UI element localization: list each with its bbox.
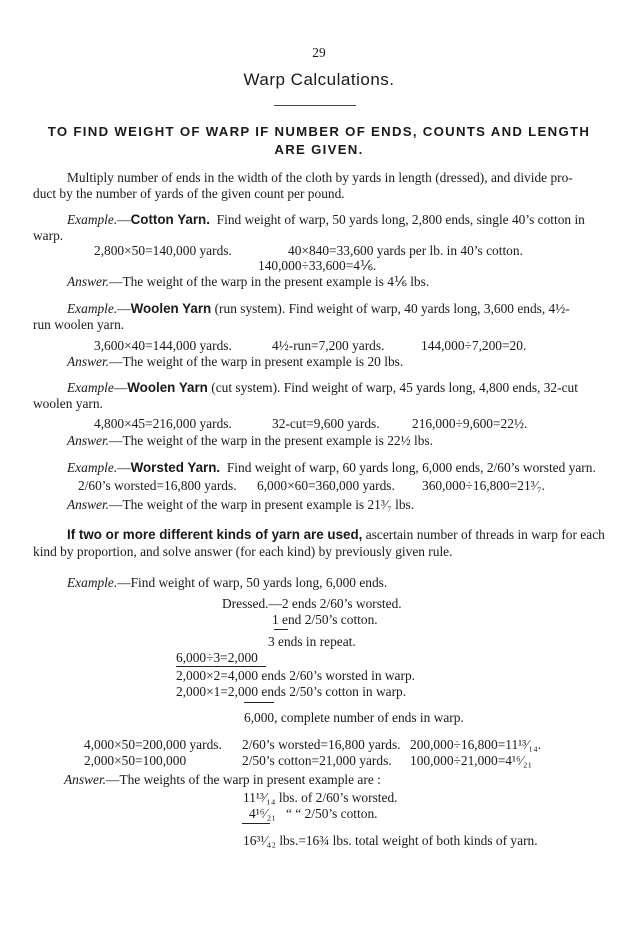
example-label: Example.: [67, 575, 118, 590]
example-label: Example.: [67, 212, 118, 227]
example2-line2: run woolen yarn.: [33, 317, 125, 332]
example3-text: (cut system). Find weight of warp, 45 yards long, 4,800 ends, 32-cut: [211, 380, 578, 395]
answer-label: Answer.: [67, 274, 110, 289]
example5-dressed1: Dressed.—2 ends 2/60’s worsted.: [222, 596, 402, 611]
example5-total-weight: 16³¹⁄₄₂ lbs.=16¾ lbs. total weight of both kinds of yarn.: [243, 833, 538, 848]
answer-label: Answer.: [67, 354, 110, 369]
example1-text: Find weight of warp, 50 yards long, 2,800 ends, single 40’s cotton in: [216, 212, 585, 227]
example5-r1a: 4,000×50=200,000 yards.: [84, 737, 222, 752]
answer-label: Answer.: [64, 772, 107, 787]
answer-label: Answer.: [67, 433, 110, 448]
sum-rule: [244, 702, 274, 703]
rule2-line1: [67, 527, 605, 543]
section-heading-line2: ARE GIVEN.: [274, 142, 364, 157]
example5-r1b: 2/60’s worsted=16,800 yards.: [242, 737, 401, 752]
example2-calc-b: 4½-run=7,200 yards.: [272, 338, 385, 353]
example4-line1: Example.—Worsted Yarn. Find weight of warp, 60 yards long, 6,000 ends, 2/60’s worsted yarn.: [67, 460, 596, 475]
example5-division: 6,000÷3=2,000: [176, 650, 258, 665]
example5-weight1: 11¹³⁄₁₄ lbs. of 2/60’s worsted.: [243, 790, 398, 805]
example5-r2a: 2,000×50=100,000: [84, 753, 187, 768]
example5-answer-text: The weights of the warp in present example are :: [119, 772, 381, 787]
example5-weight2: [249, 806, 378, 822]
example5-total-ends: 6,000, complete number of ends in warp.: [244, 710, 464, 725]
example1-yarn: Cotton Yarn.: [130, 212, 210, 227]
example4-yarn: Worsted Yarn.: [130, 460, 221, 475]
example3-calc-c: 216,000÷9,600=22½.: [412, 416, 528, 431]
answer-label: Answer.: [67, 497, 110, 512]
example1-answer: Answer.—The weight of the warp in the present example is 4⅙ lbs.: [67, 274, 430, 289]
example3-line2: woolen yarn.: [33, 396, 103, 411]
example1-calc-a: 2,800×50=140,000 yards.: [94, 243, 232, 258]
example4-text: Find weight of warp, 60 yards long, 6,000 ends, 2/60’s worsted yarn.: [226, 460, 596, 475]
example3-calc-a: 4,800×45=216,000 yards.: [94, 416, 232, 431]
example5-weight2-value: 4¹⁶⁄₂₁: [249, 806, 276, 821]
example4-answer-text: The weight of the warp in present example is 21³⁄₇ lbs.: [122, 497, 415, 512]
rule2-bold: If two or more different kinds of yarn are used,: [67, 527, 363, 542]
example5-text: Find weight of warp, 50 yards long, 6,000 ends.: [130, 575, 388, 590]
example2-answer-text: The weight of the warp in present example is 20 lbs.: [122, 354, 404, 369]
example1-answer-text: The weight of the warp in the present example is 4⅙ lbs.: [122, 274, 430, 289]
example4-calc-b: 6,000×60=360,000 yards.: [257, 478, 395, 493]
section-heading-line1: TO FIND WEIGHT OF WARP IF NUMBER OF ENDS, COUNTS AND LENGTH: [47, 124, 591, 139]
example-label: Example: [67, 380, 114, 395]
rule2-line2: kind by proportion, and solve answer (for each kind) by previously given rule.: [33, 544, 453, 559]
example2-calc-a: 3,600×40=144,000 yards.: [94, 338, 232, 353]
example2-line1: Example.—Woolen Yarn (run system). Find weight of warp, 40 yards long, 3,600 ends, 4½-: [67, 301, 570, 316]
intro-line2: duct by the number of yards of the given count per pound.: [33, 186, 345, 201]
example4-answer: Answer.—The weight of the warp in present example is 21³⁄₇ lbs.: [67, 497, 415, 512]
example5-r2b: 2/50’s cotton=21,000 yards.: [242, 753, 392, 768]
example3-line1: Example—Woolen Yarn (cut system). Find weight of warp, 45 yards long, 4,800 ends, 32-cut: [67, 380, 578, 395]
example-label: Example.: [67, 460, 118, 475]
example4-calc-c: 360,000÷16,800=21³⁄₇.: [422, 478, 545, 493]
example1-calc-c: 140,000÷33,600=4⅙.: [258, 258, 377, 273]
example5-repeat: 3 ends in repeat.: [268, 634, 356, 649]
intro-line1: Multiply number of ends in the width of the cloth by yards in length (dressed), and divide pro-: [67, 170, 573, 185]
example2-answer: Answer.—The weight of the warp in present example is 20 lbs.: [67, 354, 404, 369]
example-label: Example.: [67, 301, 118, 316]
example5-dressed2: 1 end 2/50’s cotton.: [272, 612, 378, 627]
example5-weight2-ditto: “ “ 2/50’s cotton.: [286, 806, 378, 821]
example1-line1: Example.—Cotton Yarn. Find weight of warp, 50 yards long, 2,800 ends, single 40’s cotton in: [67, 212, 585, 227]
weights-rule: [242, 823, 270, 824]
example5-mult1: 2,000×2=4,000 ends 2/60’s worsted in warp.: [176, 668, 416, 683]
example2-yarn: Woolen Yarn: [130, 301, 212, 316]
rule2-text: ascertain number of threads in warp for each: [365, 527, 605, 542]
repeat-rule: [274, 629, 288, 630]
example3-answer: Answer.—The weight of the warp in the present example is 22½ lbs.: [67, 433, 433, 448]
example4-calc-a: 2/60’s worsted=16,800 yards.: [78, 478, 237, 493]
page-number: 29: [312, 45, 326, 60]
example3-answer-text: The weight of the warp in the present example is 22½ lbs.: [122, 433, 433, 448]
example5-line1: Example.—Find weight of warp, 50 yards long, 6,000 ends.: [67, 575, 388, 590]
example5-answer: Answer.—The weights of the warp in present example are :: [64, 772, 381, 787]
example3-calc-b: 32-cut=9,600 yards.: [272, 416, 380, 431]
example5-mult2: 2,000×1=2,000 ends 2/50’s cotton in warp.: [176, 684, 407, 699]
example1-line2: warp.: [33, 228, 64, 243]
example3-yarn: Woolen Yarn: [127, 380, 208, 395]
example2-text: (run system). Find weight of warp, 40 yards long, 3,600 ends, 4½-: [214, 301, 570, 316]
page-title: Warp Calculations.: [243, 70, 395, 89]
example2-calc-c: 144,000÷7,200=20.: [421, 338, 527, 353]
example1-calc-b: 40×840=33,600 yards per lb. in 40’s cotton.: [288, 243, 523, 258]
example5-r1c: 200,000÷16,800=11¹³⁄₁₄.: [410, 737, 542, 752]
example5-r2c: 100,000÷21,000=4¹⁶⁄₂₁: [410, 753, 533, 768]
division-rule: [176, 666, 266, 667]
title-separator: [274, 105, 356, 106]
